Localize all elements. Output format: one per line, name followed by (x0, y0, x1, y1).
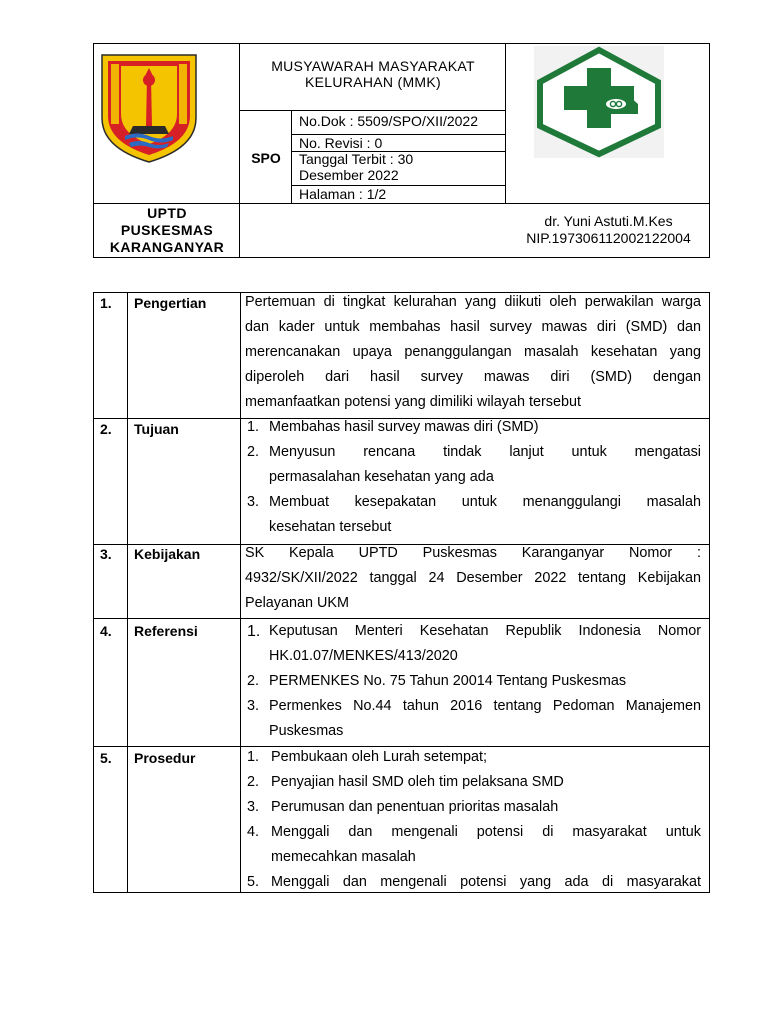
row-number: 2. (100, 421, 112, 437)
document-number: No.Dok : 5509/SPO/XII/2022 (299, 113, 478, 129)
content-line: Menggali dan mengenali potensi di masyarakat untuk (271, 824, 701, 840)
org-line: UPTD (147, 205, 187, 221)
content-line: Membuat kesepakatan untuk menanggulangi masalah (269, 494, 701, 510)
title-line: MUSYAWARAH MASYARAKAT (271, 58, 475, 74)
row-number: 3. (100, 546, 112, 562)
content-line: Pertemuan di tingkat kelurahan yang diikuti oleh perwakilan warga (245, 294, 701, 310)
list-number: 3. (247, 494, 260, 510)
content-line: Keputusan Menteri Kesehatan Republik Indonesia Nomor (269, 623, 701, 639)
list-item (245, 745, 701, 770)
list-item (245, 770, 701, 795)
row-number: 1. (100, 295, 112, 311)
content-line: 4932/SK/XII/2022 tanggal 24 Desember 2022 tentang Kebijakan (245, 570, 701, 586)
city-emblem-logo (99, 52, 199, 164)
row-content (245, 290, 701, 415)
content-line: HK.01.07/MENKES/413/2020 (269, 648, 458, 664)
list-item (245, 440, 701, 490)
list-item (245, 669, 701, 694)
revision-number: No. Revisi : 0 (299, 135, 383, 151)
content-line: Membahas hasil survey mawas diri (SMD) (269, 419, 539, 435)
signer-nip: NIP.197306112002122004 (526, 230, 691, 246)
row-content (245, 541, 701, 616)
content-line: memecahkan masalah (271, 849, 416, 865)
list-item (245, 415, 701, 440)
content-line: merencanakan upaya penanggulangan masalah kesehatan yang (245, 344, 701, 360)
org-line: KARANGANYAR (109, 239, 225, 255)
list-number: 3. (247, 799, 260, 815)
content-line: permasalahan kesehatan yang ada (269, 469, 494, 485)
list-item (245, 795, 701, 820)
content-line: Pembukaan oleh Lurah setempat; (271, 749, 488, 765)
content-line: Puskesmas (269, 723, 344, 739)
list-number: 2. (247, 774, 260, 790)
content-line: memanfaatkan potensi yang dimiliki wilayah tersebut (245, 394, 581, 410)
header-divider (94, 203, 709, 204)
signature-block (506, 213, 711, 247)
row-content (245, 415, 701, 540)
list-number: 3. (247, 698, 260, 714)
content-line: Perumusan dan penentuan prioritas masalah (271, 799, 559, 815)
content-line: diperoleh dari hasil survey mawas diri (SMD) dengan (245, 369, 701, 385)
procedure-table (93, 292, 710, 893)
org-line: PUSKESMAS (120, 222, 214, 238)
page-info: Halaman : 1/2 (299, 186, 387, 202)
list-number: 5. (247, 874, 260, 890)
row-label: Referensi (134, 623, 198, 639)
organization-name (94, 205, 240, 256)
signer-name: dr. Yuni Astuti.M.Kes (544, 213, 673, 229)
issue-date-line: Tanggal Terbit : 30 (299, 151, 414, 167)
header-divider (239, 110, 505, 111)
row-content (245, 745, 701, 895)
list-item (245, 490, 701, 540)
list-number: 4. (247, 824, 260, 840)
content-line: Pelayanan UKM (245, 595, 349, 611)
header-table (93, 43, 710, 258)
list-number: 1. (247, 749, 260, 765)
issue-date (296, 151, 413, 183)
row-label: Tujuan (134, 421, 179, 437)
content-line: Penyajian hasil SMD oleh tim pelaksana SMD (271, 774, 564, 790)
list-item (245, 870, 701, 895)
list-number: 2. (247, 444, 260, 460)
puskesmas-logo (534, 46, 664, 158)
list-number: 1. (247, 623, 261, 640)
content-line: dan kader untuk membahas hasil survey mawas diri (SMD) dan (245, 319, 701, 335)
title-line: KELURAHAN (MMK) (305, 74, 441, 90)
content-line: Menggali dan mengenali potensi yang ada di masyarakat (271, 874, 701, 890)
row-label: Kebijakan (134, 546, 201, 562)
list-number: 1. (247, 419, 260, 435)
column-divider (240, 293, 241, 892)
content-line: SK Kepala UPTD Puskesmas Karanganyar Nomor : (245, 545, 701, 561)
column-divider (127, 293, 128, 892)
content-line: kesehatan tersebut (269, 519, 392, 535)
row-label: Prosedur (134, 750, 196, 766)
row-label: Pengertian (134, 295, 207, 311)
row-number: 5. (100, 750, 112, 766)
list-item (245, 619, 701, 669)
issue-date-line: Desember 2022 (299, 167, 399, 183)
list-item (245, 694, 701, 744)
row-number: 4. (100, 623, 112, 639)
list-item (245, 820, 701, 870)
list-number: 2. (247, 673, 260, 689)
content-line: Permenkes No.44 tahun 2016 tentang Pedoman Manajemen (269, 698, 701, 714)
document-title (240, 58, 506, 90)
content-line: PERMENKES No. 75 Tahun 20014 Tentang Puskesmas (269, 673, 627, 689)
spo-label: SPO (251, 150, 281, 166)
content-line: Menyusun rencana tindak lanjut untuk mengatasi (269, 444, 701, 460)
row-content (245, 619, 701, 744)
